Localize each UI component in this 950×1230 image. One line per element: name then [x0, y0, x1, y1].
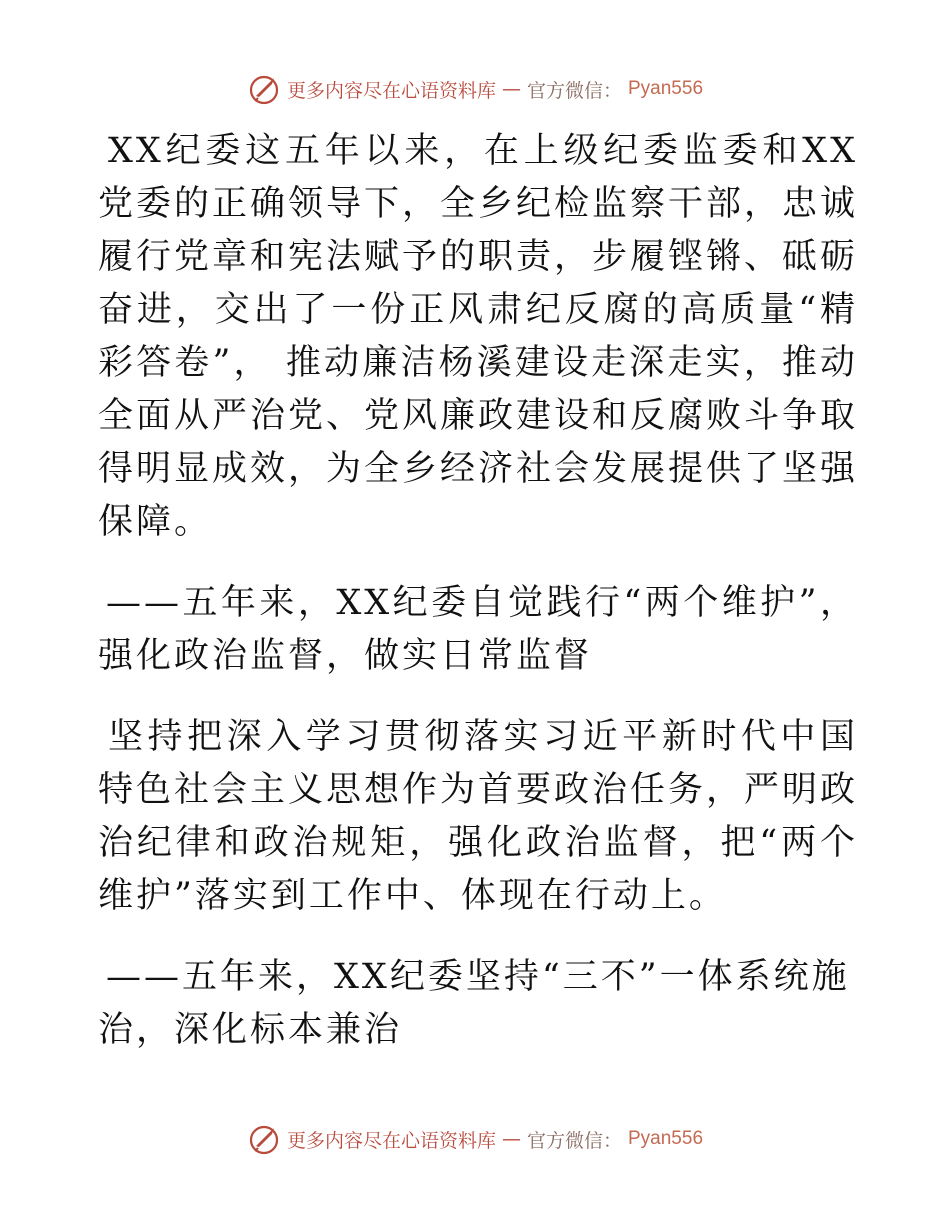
- banner-title: 更多内容尽在心语资料库: [286, 79, 496, 102]
- banner-contact-value: Pyan556: [628, 78, 704, 99]
- banner-separator: —: [501, 78, 521, 100]
- banner-separator: —: [501, 1128, 521, 1150]
- footer-watermark-banner: [0, 1122, 950, 1156]
- section-heading-three-nos: ——五年来，XX纪委坚持“三不”一体系统施: [106, 957, 850, 997]
- paragraph-intro: XX纪委这五年以来，在上级纪委监委和XX党委的正确领导下，全乡纪检监察干部，忠诚履行党章和宪法赋予的职责，步履铿锵、砥砺奋进，交出了一份正风肃纪反腐的高质量“精彩答卷”， 推动廉洁杨溪建设走深走实，推动全面从严治党、党风廉政建设和反腐败斗争取得明显成效，为全乡经济社会发展提供了坚强保障。: [98, 131, 859, 542]
- header-watermark-banner: [0, 72, 950, 106]
- section-heading-three-nos-continued: 治，深化标本兼治: [98, 1010, 403, 1050]
- section-heading-political-supervision: ——五年来，XX纪委自觉践行“两个维护”， 强化政治监督，做实日常监督: [98, 583, 858, 676]
- quill-logo-icon: [247, 72, 281, 106]
- paragraph-political-study: 坚持把深入学习贯彻落实习近平新时代中国特色社会主义思想作为首要政治任务，严明政治纪律和政治规矩，强化政治监督，把“两个维护”落实到工作中、体现在行动上。: [98, 717, 859, 916]
- quill-logo-icon: [247, 1122, 281, 1156]
- banner-contact-label: 官方微信：: [526, 79, 622, 102]
- document-body: [98, 125, 858, 1085]
- banner-contact-value: Pyan556: [628, 1128, 704, 1149]
- banner-title: 更多内容尽在心语资料库: [286, 1129, 496, 1152]
- banner-contact-label: 官方微信：: [526, 1129, 622, 1152]
